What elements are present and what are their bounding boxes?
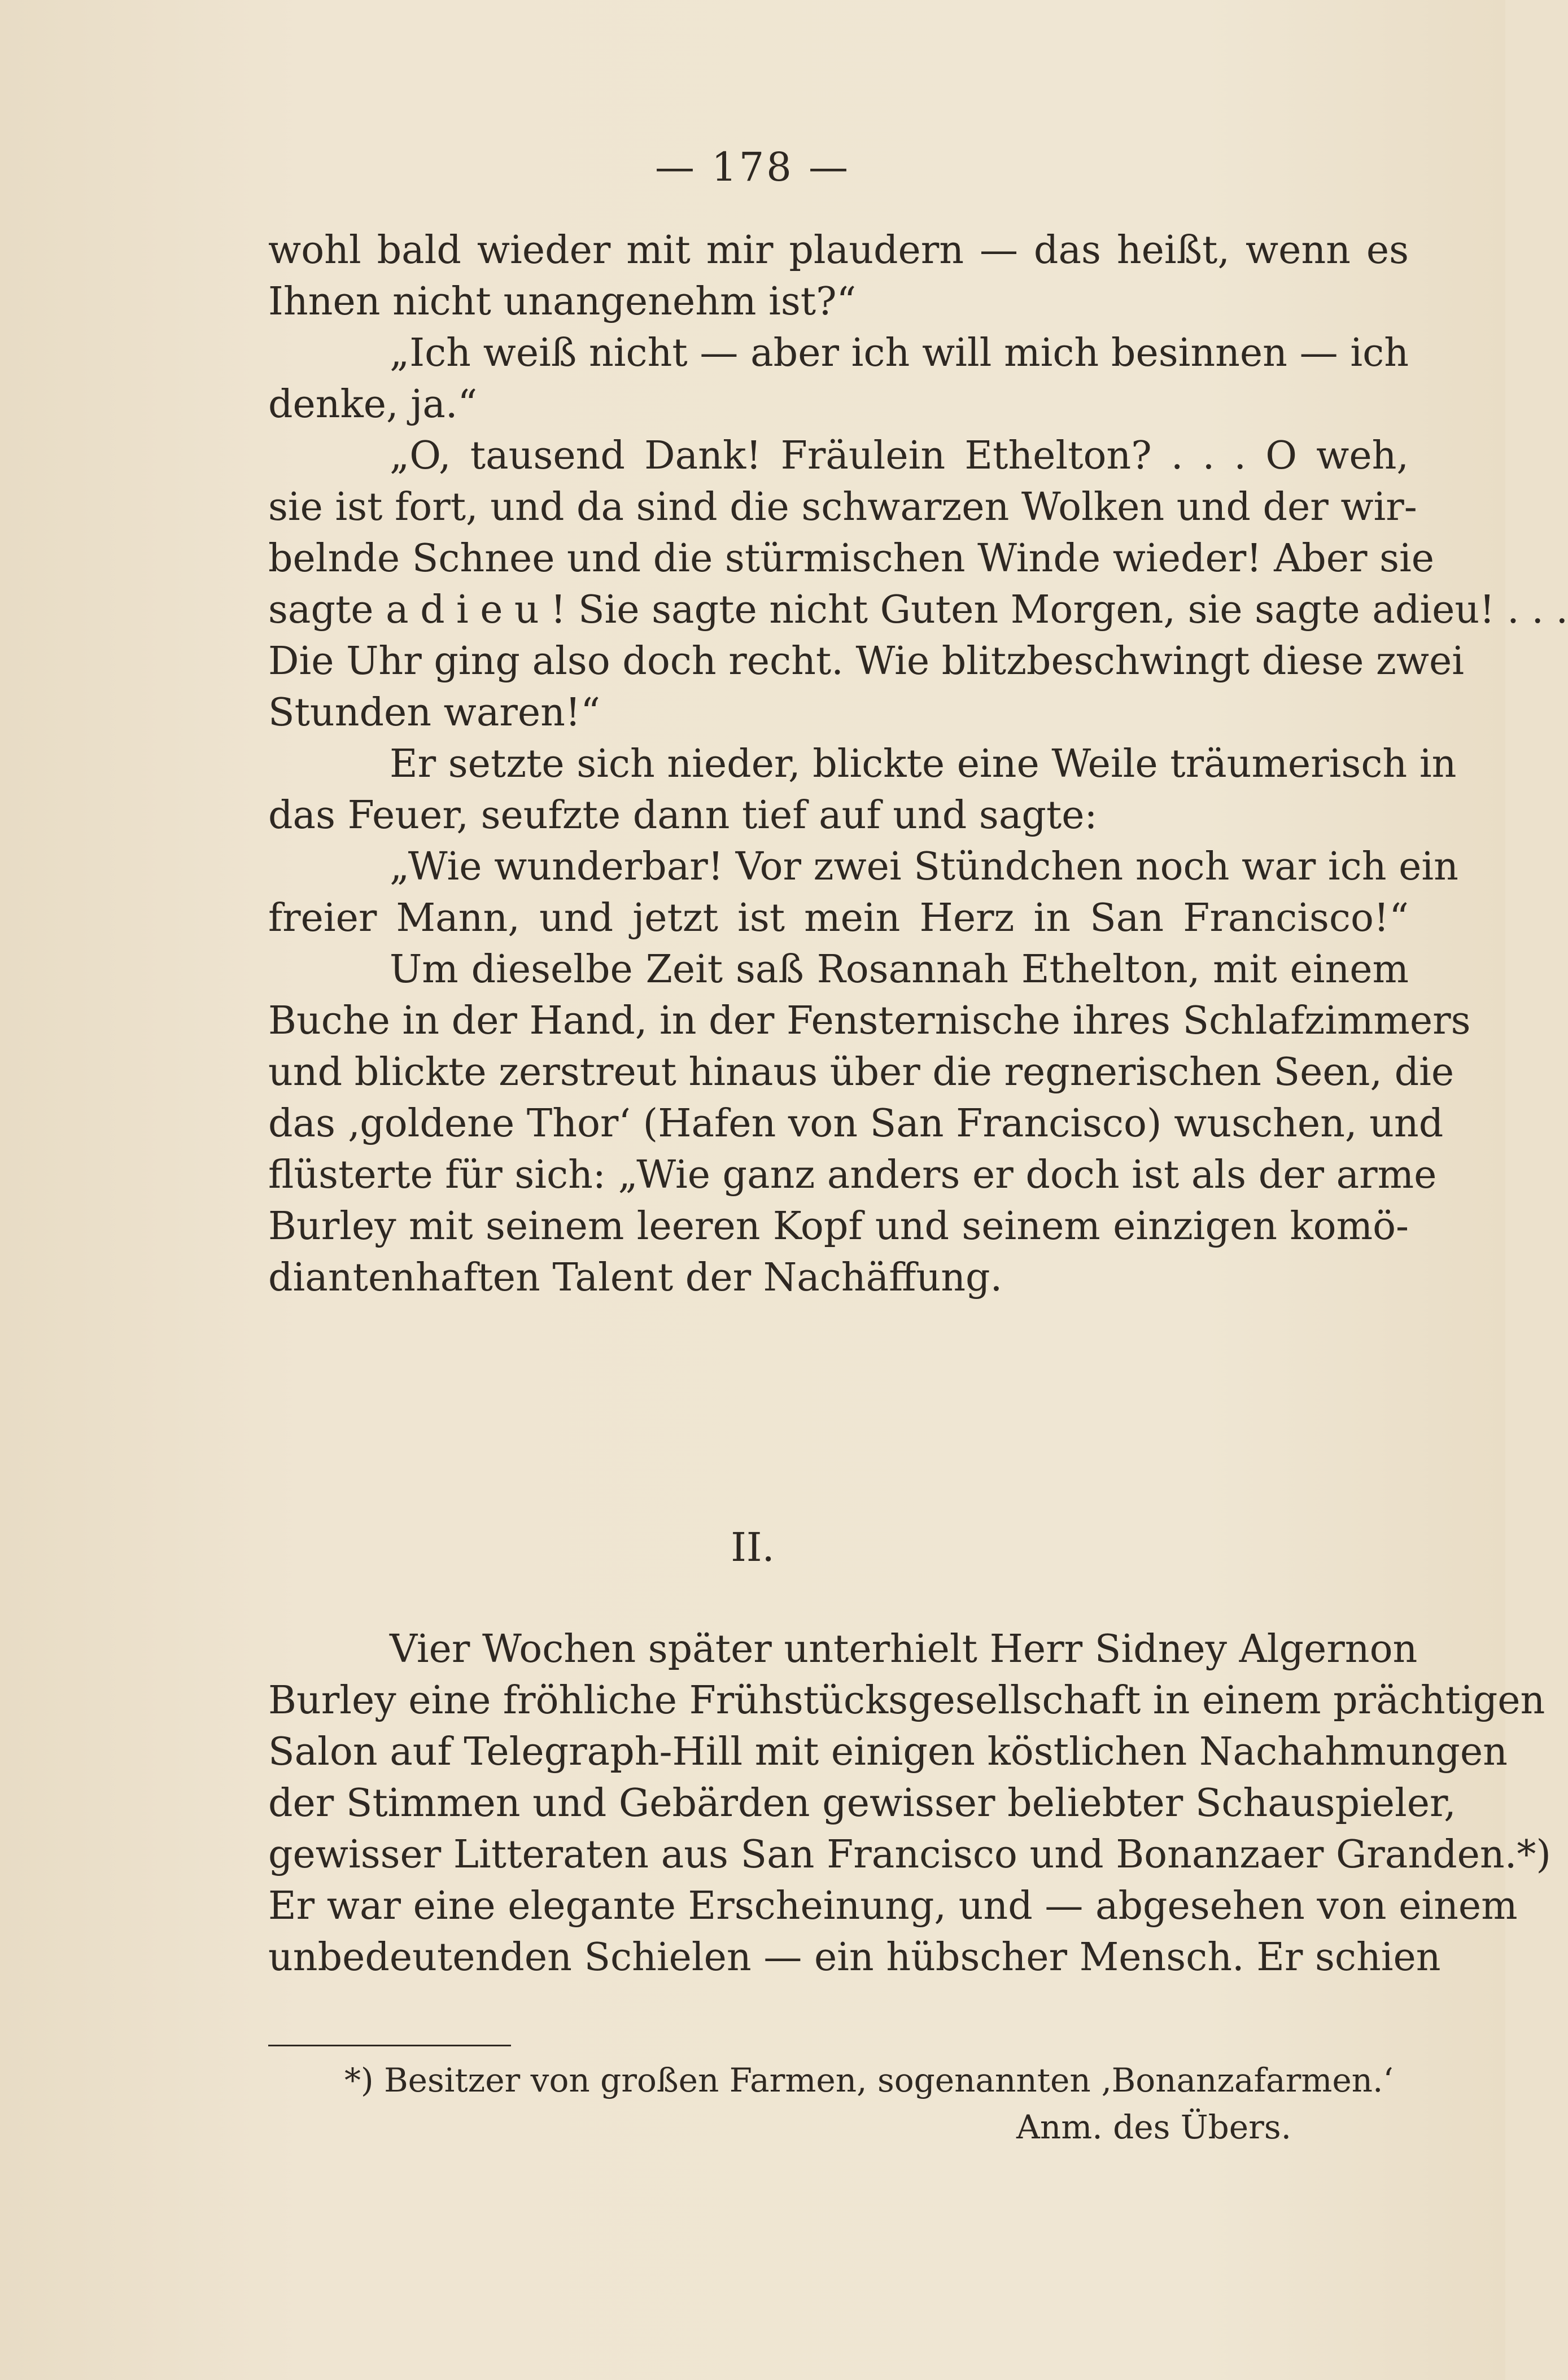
- text-line: Salon auf Telegraph-Hill mit einigen köstlichen Nachahmungen: [268, 1730, 1508, 1774]
- emphasized-word: adieu: [386, 588, 551, 632]
- text-line: das ‚goldene Thor‘ (Hafen von San Francisco) wuschen, und: [268, 1101, 1444, 1146]
- text-line: „Wie wunderbar! Vor zwei Stündchen noch war ich ein: [390, 845, 1458, 889]
- text-line: freier Mann, und jetzt ist mein Herz in San Francisco!“: [268, 896, 1409, 940]
- text-line: diantenhaften Talent der Nachäffung.: [268, 1255, 1003, 1300]
- text-line: Vier Wochen später unterhielt Herr Sidney Algernon: [390, 1627, 1418, 1672]
- section-heading: II.: [731, 1524, 775, 1570]
- text-line: Burley mit seinem leeren Kopf und seinem einzigen komö-: [268, 1204, 1409, 1249]
- text-line: belnde Schnee und die stürmischen Winde wieder! Aber sie: [268, 536, 1435, 581]
- footnote: *) Besitzer von großen Farmen, sogenannten ‚Bonanzafarmen.‘: [344, 2061, 1394, 2099]
- main-text-block: [268, 225, 1568, 1303]
- text-line: Die Uhr ging also doch recht. Wie blitzbeschwingt diese zwei: [268, 639, 1464, 684]
- text-line: Burley eine fröhliche Frühstücksgesellschaft in einem prächtigen: [268, 1678, 1545, 1723]
- text-line: und blickte zerstreut hinaus über die regnerischen Seen, die: [268, 1050, 1455, 1095]
- text-line: Buche in der Hand, in der Fensternische ihres Schlafzimmers: [268, 999, 1471, 1043]
- text-line: sie ist fort, und da sind die schwarzen Wolken und der wir-: [268, 485, 1417, 530]
- text-line: „Ich weiß nicht — aber ich will mich besinnen — ich: [390, 331, 1409, 375]
- footnote-translator-note: Anm. des Übers.: [1016, 2108, 1292, 2146]
- text-line: das Feuer, seufzte dann tief auf und sagte:: [268, 793, 1098, 838]
- text-line: flüsterte für sich: „Wie ganz anders er doch ist als der arme: [268, 1153, 1437, 1197]
- text-line: Um dieselbe Zeit saß Rosannah Ethelton, mit einem: [390, 947, 1409, 992]
- text-fragment: ! Sie sagte nicht Guten Morgen, sie sagte adieu! . . .: [551, 588, 1568, 632]
- text-line: [268, 584, 1568, 636]
- text-line: „O, tausend Dank! Fräulein Ethelton? . . . O weh,: [390, 434, 1409, 478]
- text-fragment: sagte: [268, 588, 374, 632]
- footnote-divider: [268, 2045, 511, 2046]
- text-line: Ihnen nicht unangenehm ist?“: [268, 279, 857, 324]
- text-line: gewisser Litteraten aus San Francisco und Bonanzaer Granden.*): [268, 1832, 1551, 1877]
- text-line: Er setzte sich nieder, blickte eine Weile träumerisch in: [390, 742, 1457, 786]
- text-line: der Stimmen und Gebärden gewisser beliebter Schauspieler,: [268, 1781, 1456, 1826]
- text-line: denke, ja.“: [268, 382, 478, 427]
- text-line: Stunden waren!“: [268, 690, 601, 735]
- text-line: wohl bald wieder mit mir plaudern — das heißt, wenn es: [268, 228, 1409, 273]
- page-number: — 178 —: [654, 144, 851, 190]
- section-text-block: [268, 1624, 1551, 1983]
- text-line: Er war eine elegante Erscheinung, und — abgesehen von einem: [268, 1884, 1518, 1928]
- text-line: unbedeutenden Schielen — ein hübscher Mensch. Er schien: [268, 1935, 1441, 1980]
